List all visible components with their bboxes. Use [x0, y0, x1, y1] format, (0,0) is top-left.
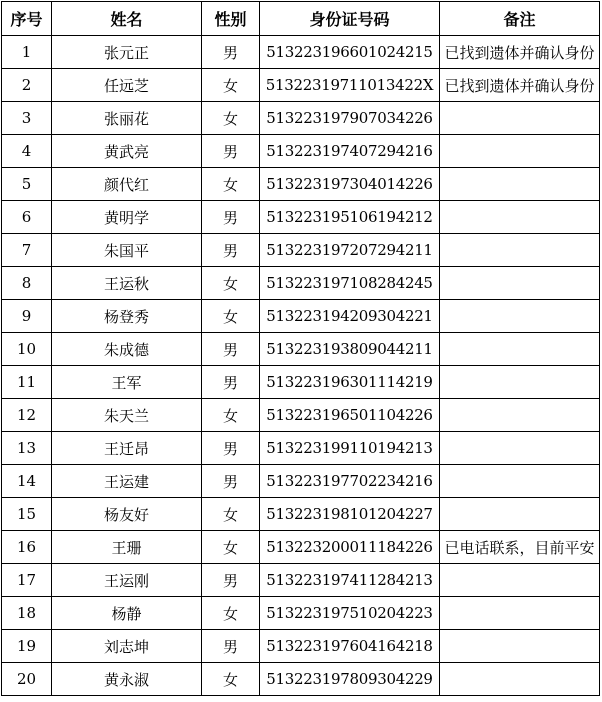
cell-seq: 20	[2, 663, 52, 696]
cell-name: 王运建	[52, 465, 202, 498]
cell-gender: 女	[202, 597, 260, 630]
cell-id-number: 513223196601024215	[260, 36, 440, 69]
cell-id-number: 513223195106194212	[260, 201, 440, 234]
table-row	[2, 201, 600, 234]
cell-id-number: 513223200011184226	[260, 531, 440, 564]
cell-id-number: 513223197702234216	[260, 465, 440, 498]
cell-seq: 11	[2, 366, 52, 399]
table-row	[2, 234, 600, 267]
header-id-number: 身份证号码	[260, 2, 440, 36]
cell-name: 杨登秀	[52, 300, 202, 333]
cell-gender: 男	[202, 333, 260, 366]
cell-note	[440, 564, 600, 597]
cell-seq: 8	[2, 267, 52, 300]
table-row	[2, 597, 600, 630]
cell-note	[440, 630, 600, 663]
cell-id-number: 51322319711013422X	[260, 69, 440, 102]
cell-id-number: 513223197207294211	[260, 234, 440, 267]
cell-gender: 男	[202, 36, 260, 69]
table-row	[2, 36, 600, 69]
cell-id-number: 513223193809044211	[260, 333, 440, 366]
cell-name: 王珊	[52, 531, 202, 564]
cell-note	[440, 498, 600, 531]
cell-note	[440, 399, 600, 432]
cell-gender: 男	[202, 366, 260, 399]
cell-id-number: 513223197510204223	[260, 597, 440, 630]
cell-gender: 男	[202, 465, 260, 498]
cell-gender: 男	[202, 432, 260, 465]
header-seq: 序号	[2, 2, 52, 36]
cell-note	[440, 333, 600, 366]
cell-note	[440, 432, 600, 465]
cell-gender: 女	[202, 102, 260, 135]
table-row	[2, 498, 600, 531]
cell-name: 刘志坤	[52, 630, 202, 663]
table-row	[2, 432, 600, 465]
cell-note: 已找到遗体并确认身份	[440, 36, 600, 69]
cell-seq: 13	[2, 432, 52, 465]
cell-gender: 女	[202, 531, 260, 564]
cell-name: 王迁昂	[52, 432, 202, 465]
cell-note: 已找到遗体并确认身份	[440, 69, 600, 102]
table-row	[2, 465, 600, 498]
table-row	[2, 69, 600, 102]
cell-id-number: 513223199110194213	[260, 432, 440, 465]
cell-gender: 女	[202, 267, 260, 300]
table-row	[2, 399, 600, 432]
table-row	[2, 333, 600, 366]
cell-gender: 男	[202, 201, 260, 234]
cell-note	[440, 465, 600, 498]
table-row	[2, 366, 600, 399]
cell-seq: 7	[2, 234, 52, 267]
cell-note	[440, 300, 600, 333]
header-gender: 性别	[202, 2, 260, 36]
cell-id-number: 513223194209304221	[260, 300, 440, 333]
cell-name: 黄武亮	[52, 135, 202, 168]
cell-gender: 女	[202, 168, 260, 201]
cell-id-number: 513223197407294216	[260, 135, 440, 168]
cell-name: 黄明学	[52, 201, 202, 234]
table-row	[2, 267, 600, 300]
cell-id-number: 513223197809304229	[260, 663, 440, 696]
cell-name: 王运刚	[52, 564, 202, 597]
cell-name: 王军	[52, 366, 202, 399]
cell-note	[440, 201, 600, 234]
cell-note	[440, 366, 600, 399]
cell-gender: 女	[202, 498, 260, 531]
cell-seq: 16	[2, 531, 52, 564]
header-row	[2, 2, 600, 36]
cell-name: 张元正	[52, 36, 202, 69]
cell-name: 杨静	[52, 597, 202, 630]
table-row	[2, 531, 600, 564]
table-body	[2, 36, 600, 696]
cell-id-number: 513223197907034226	[260, 102, 440, 135]
table-row	[2, 135, 600, 168]
cell-id-number: 513223196301114219	[260, 366, 440, 399]
header-note: 备注	[440, 2, 600, 36]
cell-seq: 17	[2, 564, 52, 597]
table-row	[2, 102, 600, 135]
cell-note	[440, 168, 600, 201]
cell-seq: 3	[2, 102, 52, 135]
cell-note	[440, 267, 600, 300]
table-row	[2, 300, 600, 333]
table-row	[2, 663, 600, 696]
cell-seq: 6	[2, 201, 52, 234]
cell-gender: 男	[202, 630, 260, 663]
cell-seq: 10	[2, 333, 52, 366]
cell-note	[440, 663, 600, 696]
cell-id-number: 513223197304014226	[260, 168, 440, 201]
cell-id-number: 513223197108284245	[260, 267, 440, 300]
cell-name: 张丽花	[52, 102, 202, 135]
cell-seq: 2	[2, 69, 52, 102]
cell-note	[440, 102, 600, 135]
cell-name: 王运秋	[52, 267, 202, 300]
cell-gender: 男	[202, 564, 260, 597]
cell-id-number: 513223197411284213	[260, 564, 440, 597]
cell-seq: 9	[2, 300, 52, 333]
cell-gender: 男	[202, 135, 260, 168]
cell-name: 任远芝	[52, 69, 202, 102]
cell-gender: 女	[202, 663, 260, 696]
cell-seq: 14	[2, 465, 52, 498]
cell-seq: 18	[2, 597, 52, 630]
table-header	[2, 2, 600, 36]
cell-id-number: 513223197604164218	[260, 630, 440, 663]
cell-gender: 女	[202, 399, 260, 432]
cell-seq: 19	[2, 630, 52, 663]
cell-id-number: 513223198101204227	[260, 498, 440, 531]
cell-seq: 5	[2, 168, 52, 201]
cell-seq: 1	[2, 36, 52, 69]
cell-seq: 15	[2, 498, 52, 531]
header-name: 姓名	[52, 2, 202, 36]
cell-note	[440, 234, 600, 267]
cell-note	[440, 597, 600, 630]
cell-name: 杨友好	[52, 498, 202, 531]
cell-note	[440, 135, 600, 168]
cell-name: 朱天兰	[52, 399, 202, 432]
cell-name: 朱成德	[52, 333, 202, 366]
cell-note: 已电话联系，目前平安	[440, 531, 600, 564]
cell-gender: 女	[202, 300, 260, 333]
cell-seq: 12	[2, 399, 52, 432]
table-row	[2, 564, 600, 597]
cell-name: 黄永淑	[52, 663, 202, 696]
cell-name: 朱国平	[52, 234, 202, 267]
cell-name: 颜代红	[52, 168, 202, 201]
cell-gender: 女	[202, 69, 260, 102]
cell-seq: 4	[2, 135, 52, 168]
table-row	[2, 630, 600, 663]
cell-id-number: 513223196501104226	[260, 399, 440, 432]
roster-table	[1, 1, 600, 696]
table-row	[2, 168, 600, 201]
cell-gender: 男	[202, 234, 260, 267]
